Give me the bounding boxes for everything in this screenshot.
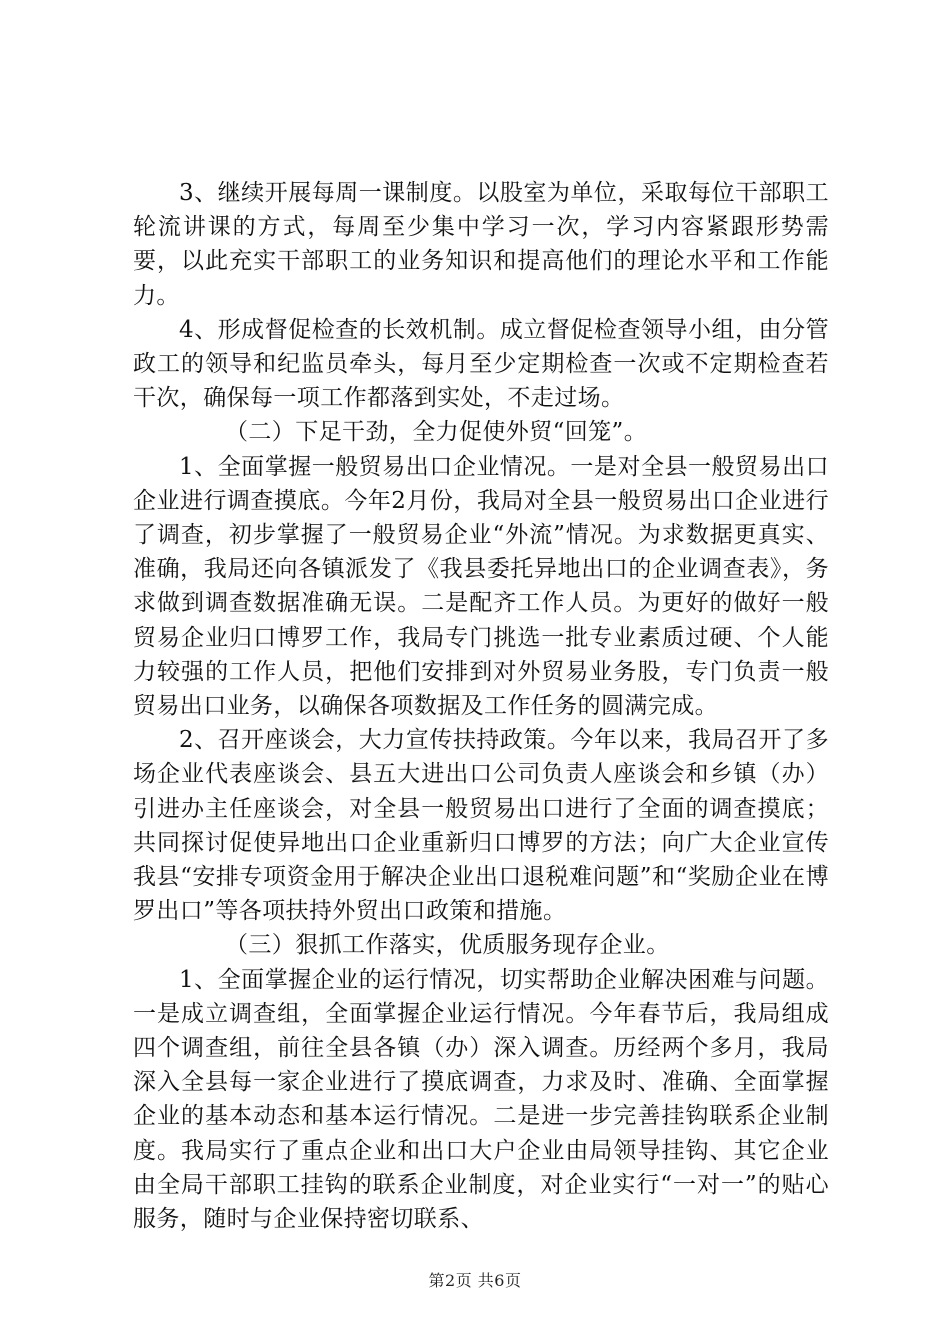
section-heading-2: （二）下足干劲，全力促使外贸“回笼”。 [225,419,648,446]
document-body [133,176,829,1236]
paragraph-item-1-enterprise: 1、全面掌握企业的运行情况，切实帮助企业解决困难与问题。一是成立调查组，全面掌握企业运行情况。今年春节后，我局组成四个调查组，前往全县各镇（办）深入调查。历经两个多月，我局深入全县每一家企业进行了摸底调查，力求及时、准确、全面掌握企业的基本动态和基本运行情况。二是进一步完善挂钩联系企业制度。我局实行了重点企业和出口大户企业由局领导挂钩、其它企业由全局干部职工挂钩的联系企业制度，对企业实行“一对一”的贴心服务，随时与企业保持密切联系、 [133,966,829,1233]
paragraph-item-4: 4、形成督促检查的长效机制。成立督促检查领导小组，由分管政工的领导和纪监员牵头，每月至少定期检查一次或不定期检查若干次，确保每一项工作都落到实处，不走过场。 [133,316,829,412]
section-heading-3: （三）狠抓工作落实，优质服务现存企业。 [225,932,670,959]
page-number-footer: 第2页 共6页 [428,1271,522,1290]
paragraph-item-3: 3、继续开展每周一课制度。以股室为单位，采取每位干部职工轮流讲课的方式，每周至少集中学习一次，学习内容紧跟形势需要，以此充实干部职工的业务知识和提高他们的理论水平和工作能力。 [133,180,829,309]
paragraph-item-2-forum: 2、召开座谈会，大力宣传扶持政策。今年以来，我局召开了多场企业代表座谈会、县五大进出口公司负责人座谈会和乡镇（办）引进办主任座谈会，对全县一般贸易出口进行了全面的调查摸底；共同探讨促使异地出口企业重新归口博罗的方法；向广大企业宣传我县“安排专项资金用于解决企业出口退税难问题”和“奖励企业在博罗出口”等各项扶持外贸出口政策和措施。 [133,727,829,925]
paragraph-item-1-trade: 1、全面掌握一般贸易出口企业情况。一是对全县一般贸易出口企业进行调查摸底。今年2月份，我局对全县一般贸易出口企业进行了调查，初步掌握了一般贸易企业“外流”情况。为求数据更真实、准确，我局还向各镇派发了《我县委托异地出口的企业调查表》，务求做到调查数据准确无误。二是配齐工作人员。为更好的做好一般贸易企业归口博罗工作，我局专门挑选一批专业素质过硬、个人能力较强的工作人员，把他们安排到对外贸易业务股，专门负责一般贸易出口业务，以确保各项数据及工作任务的圆满完成。 [133,453,829,720]
